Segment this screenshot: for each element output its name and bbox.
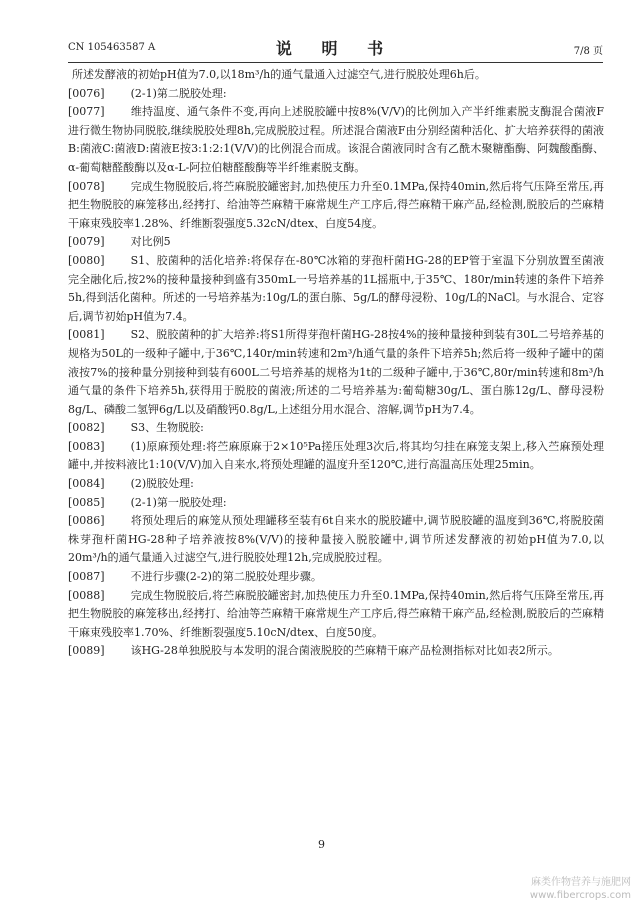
watermark-title: 麻类作物营养与施肥网 bbox=[531, 877, 631, 888]
paragraph: [0089] 该HG-28单独脱胶与本发明的混合菌液脱胶的苎麻精干麻产品检测指标对比如表2所示。 bbox=[68, 644, 559, 658]
paragraph: [0082] S3、生物脱胶: bbox=[68, 421, 204, 435]
paragraph: 所述发酵液的初始pH值为7.0,以18m³/h的通气量通入过滤空气,进行脱胶处理6h后。 bbox=[72, 68, 486, 81]
paragraph-number: [0080] bbox=[68, 253, 105, 267]
watermark-url: www.fibercrops.com bbox=[529, 890, 631, 901]
paragraph: [0079] 对比例5 bbox=[68, 235, 171, 249]
paragraph-number: [0078] bbox=[68, 179, 105, 193]
paragraph-number: [0079] bbox=[68, 235, 105, 249]
document-body bbox=[68, 66, 604, 661]
paragraph: [0076] (2-1)第二脱胶处理: bbox=[68, 86, 227, 100]
paragraph: [0077] 维持温度、通气条件不变,再向上述脱胶罐中按8%(V/V)的比例加入产半纤维素脱支酶混合菌液F进行微生物协同脱胶,继续脱胶处理8h,完成脱胶过程。所述混合菌液F由分别经菌种活化、扩大培养获得的菌液B:菌液C:菌液D:菌液E按3:1:2:1(V/V)的比例混合而成。该混合菌液同时含有乙酰木聚糖酯酶、阿魏酸酯酶、α-葡萄糖醛酸酶以及α-L-阿拉伯糖醛酸酶等半纤维素脱支酶。 bbox=[68, 105, 604, 174]
paragraph: [0088] 完成生物脱胶后,将苎麻脱胶罐密封,加热使压力升至0.1MPa,保持40min,然后将气压降至常压,再把生物脱胶的麻笼移出,经拷打、给油等苎麻精干麻常规生产工序后,得苎麻精干麻产品,经检测,脱胶后的苎麻精干麻束残胶率1.70%、纤维断裂强度5.10cN/dtex、白度50度。 bbox=[68, 588, 604, 639]
paragraph: [0078] 完成生物脱胶后,将苎麻脱胶罐密封,加热使压力升至0.1MPa,保持40min,然后将气压降至常压,再把生物脱胶的麻笼移出,经拷打、给油等苎麻精干麻常规生产工序后,得苎麻精干麻产品,经检测,脱胶后的苎麻精干麻束残胶率1.28%、纤维断裂强度5.32cN/dtex、白度54度。 bbox=[68, 179, 604, 230]
paragraph-number: [0076] bbox=[68, 86, 105, 100]
paragraph-number: [0086] bbox=[68, 514, 105, 528]
document-title: 说 明 书 bbox=[275, 39, 396, 58]
paragraph-number: [0083] bbox=[68, 439, 105, 453]
paragraph-number: [0089] bbox=[68, 644, 105, 658]
paragraph: [0087] 不进行步骤(2-2)的第二脱胶处理步骤。 bbox=[68, 570, 322, 584]
paragraph-number: [0085] bbox=[68, 495, 105, 509]
page-header bbox=[68, 36, 603, 63]
paragraph: [0083] (1)原麻预处理:将苎麻原麻于2×10⁵Pa搓压处理3次后,将其均匀挂在麻笼支架上,移入苎麻预处理罐中,并按料液比1:10(V/V)加入自来水,将预处理罐的温度升至120℃,进行高温高压处理25min。 bbox=[68, 439, 604, 472]
paragraph-number: [0081] bbox=[68, 328, 105, 342]
paragraph-number: [0088] bbox=[68, 588, 105, 602]
watermark bbox=[530, 876, 631, 902]
paragraph-number: [0082] bbox=[68, 421, 105, 435]
paragraph-number: [0087] bbox=[68, 570, 105, 584]
paragraph: [0081] S2、脱胶菌种的扩大培养:将S1所得芽孢杆菌HG-28按4%的接种量接种到装有30L二号培养基的规格为50L的一级种子罐中,于36℃,140r/min转速和2m³/h通气量的条件下培养5h;然后将一级种子罐中的菌液按7%的接种量分别接种到装有600L二号培养基的规格为1t的二级种子罐中,于36℃,80r/min转速和8m³/h通气量的条件下培养5h,获得用于脱胶的菌液;所述的二号培养基为:葡萄糖30g/L、蛋白胨12g/L、酵母浸粉8g/L、磷酸二氢钾6g/L以及硝酸钙0.8g/L,上述组分用水混合、溶解,调节pH为7.4。 bbox=[68, 328, 604, 416]
patent-number: CN 105463587 A bbox=[68, 42, 156, 53]
page-reference: 7/8 页 bbox=[573, 46, 603, 57]
paragraph-number: [0077] bbox=[68, 105, 105, 119]
paragraph: [0085] (2-1)第一脱胶处理: bbox=[68, 495, 227, 509]
paragraph: [0086] 将预处理后的麻笼从预处理罐移至装有6t自来水的脱胶罐中,调节脱胶罐的温度到36℃,将脱胶菌株芽孢杆菌HG-28种子培养液按8%(V/V)的接种量接入脱胶罐中,调节所述发酵液的初始pH值为7.0,以20m³/h的通气量通入过滤空气,进行脱胶处理12h,完成脱胶过程。 bbox=[68, 514, 604, 565]
page-number: 9 bbox=[318, 838, 325, 851]
paragraph: [0084] (2)脱胶处理: bbox=[68, 477, 194, 491]
paragraph: [0080] S1、胶菌种的活化培养:将保存在-80℃冰箱的芽孢杆菌HG-28的EP管于室温下分别放置至菌液完全融化后,按2%的接种量接种到盛有350mL一号培养基的1L摇瓶中,于35℃、180r/min转速的条件下培养5h,得到活化菌种。所述的一号培养基为:10g/L的蛋白胨、5g/L的酵母浸粉、10g/L的NaCl。与水混合、定容后,调节初始pH值为7.4。 bbox=[68, 253, 604, 323]
paragraph-number: [0084] bbox=[68, 477, 105, 491]
